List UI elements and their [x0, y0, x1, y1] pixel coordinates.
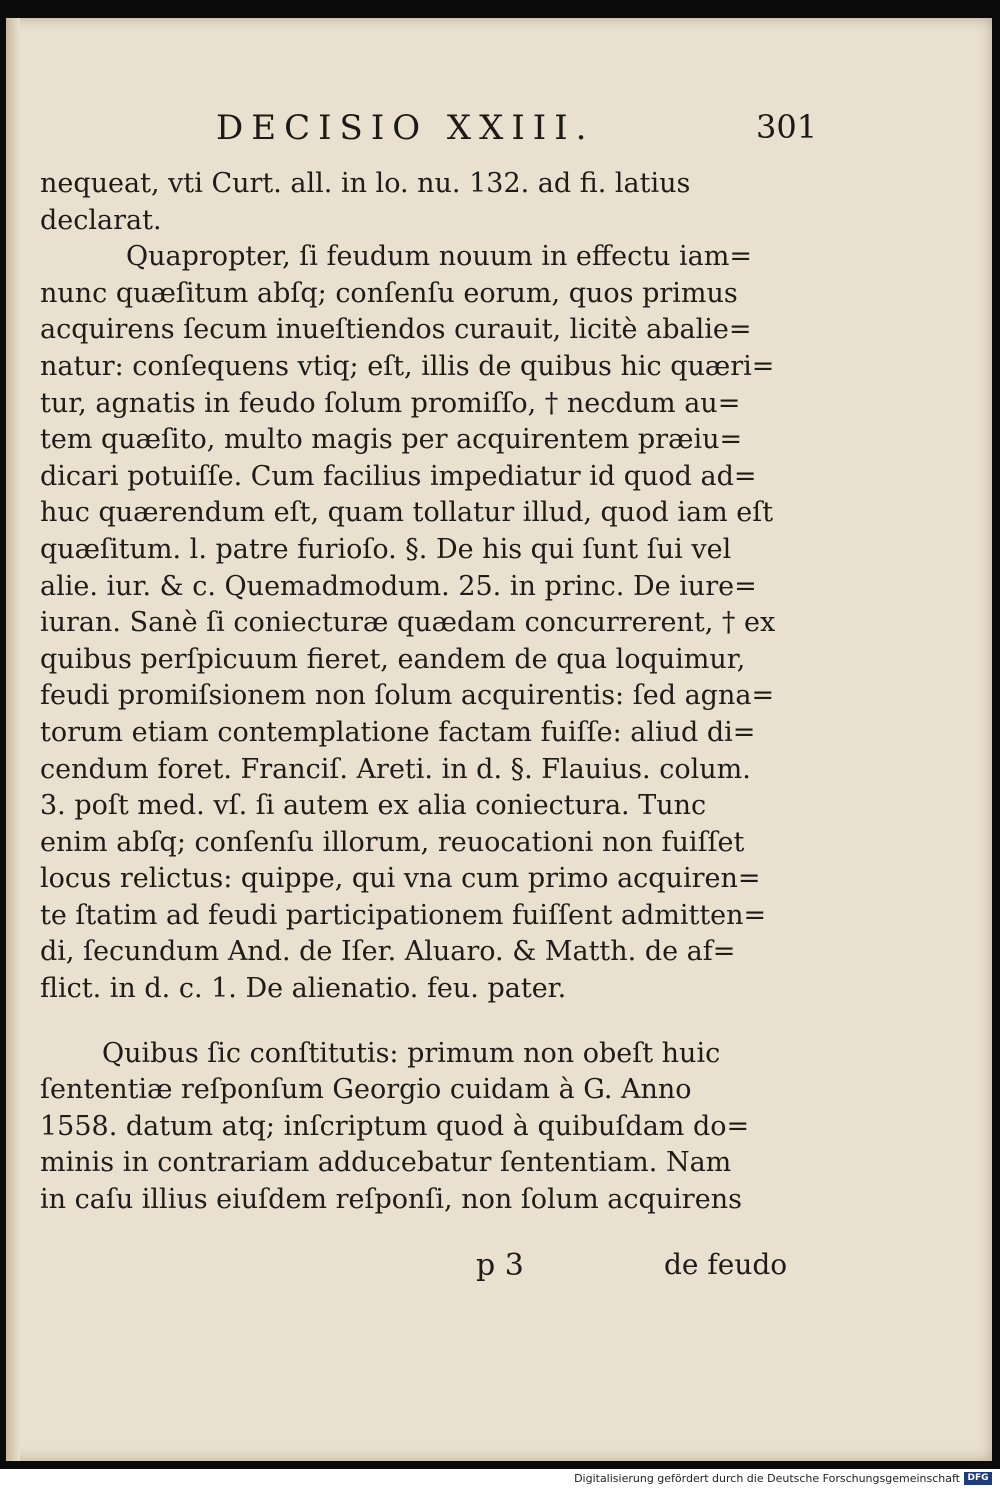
text-line: nunc quæſitum abſq; conſenſu eorum, quos primus	[40, 277, 738, 309]
running-head: DECISIO XXIII.	[216, 108, 595, 148]
text-line: cendum foret. Franciſ. Areti. in d. §. Flauius. colum.	[40, 753, 751, 785]
text-line: in caſu illius eiuſdem reſponſi, non ſolum acquirens	[40, 1184, 742, 1216]
text-line: Quapropter, ſi feudum nouum in effectu iam=	[126, 241, 752, 273]
text-line: 1558. datum atq; inſcriptum quod à quibuſdam do=	[40, 1110, 750, 1142]
text-line: feudi promiſsionem non ſolum acquirentis: ſed agna=	[40, 680, 775, 712]
paragraph-gap	[40, 1008, 810, 1036]
book-page	[6, 18, 992, 1461]
signature-mark: p 3	[476, 1248, 524, 1283]
text-line: alie. iur. & c. Quemadmodum. 25. in princ. De iure=	[40, 570, 757, 602]
dfg-logo: DFG	[964, 1472, 992, 1485]
text-line: Quibus ſic conſtitutis: primum non obeſt huic	[102, 1037, 721, 1069]
text-line: locus relictus: quippe, qui vna cum primo acquiren=	[40, 863, 761, 895]
page-gutter	[6, 18, 20, 1461]
text-line: declarat.	[40, 204, 162, 236]
text-line: 3. poſt med. vſ. ſi autem ex alia coniectura. Tunc	[40, 790, 707, 822]
text-line: tem quæſito, multo magis per acquirentem præiu=	[40, 424, 743, 456]
text-line: quibus perſpicuum fieret, eandem de qua loquimur,	[40, 643, 746, 675]
text-line: minis in contrariam adducebatur ſententiam. Nam	[40, 1147, 732, 1179]
text-line: dicari potuiſſe. Cum facilius impediatur id quod ad=	[40, 460, 757, 492]
text-block	[40, 166, 810, 1219]
text-line: huc quærendum eſt, quam tollatur illud, quod iam eſt	[40, 497, 774, 529]
text-line: flict. in d. c. 1. De alienatio. feu. pater.	[40, 973, 567, 1005]
text-line: acquirens ſecum inueſtiendos curauit, licitè abalie=	[40, 314, 752, 346]
funding-credit: Digitalisierung gefördert durch die Deutsche Forschungsgemeinschaft	[574, 1472, 960, 1485]
text-line: natur: conſequens vtiq; eſt, illis de quibus hic quæri=	[40, 350, 775, 382]
page-number: 301	[756, 108, 818, 146]
footer-bar	[0, 1469, 1000, 1489]
text-line: tur, agnatis in feudo ſolum promiſſo, † necdum au=	[40, 387, 741, 419]
catchword: de feudo	[664, 1248, 788, 1281]
text-line: di, ſecundum And. de Iſer. Aluaro. & Matth. de af=	[40, 936, 736, 968]
text-line: te ſtatim ad feudi participationem fuiſſent admitten=	[40, 899, 767, 931]
text-line: nequeat, vti Curt. all. in lo. nu. 132. ad fi. latius	[40, 168, 691, 199]
text-line: quæſitum. l. patre furioſo. §. De his qui ſunt ſui vel	[40, 533, 732, 565]
text-line: ſententiæ reſponſum Georgio cuidam à G. Anno	[40, 1074, 692, 1106]
text-line: iuran. Sanè ſi coniecturæ quædam concurrerent, † ex	[40, 607, 776, 639]
text-line: torum etiam contemplatione factam fuiſſe: aliud di=	[40, 716, 756, 748]
text-line: enim abſq; conſenſu illorum, reuocationi non fuiſſet	[40, 826, 745, 858]
